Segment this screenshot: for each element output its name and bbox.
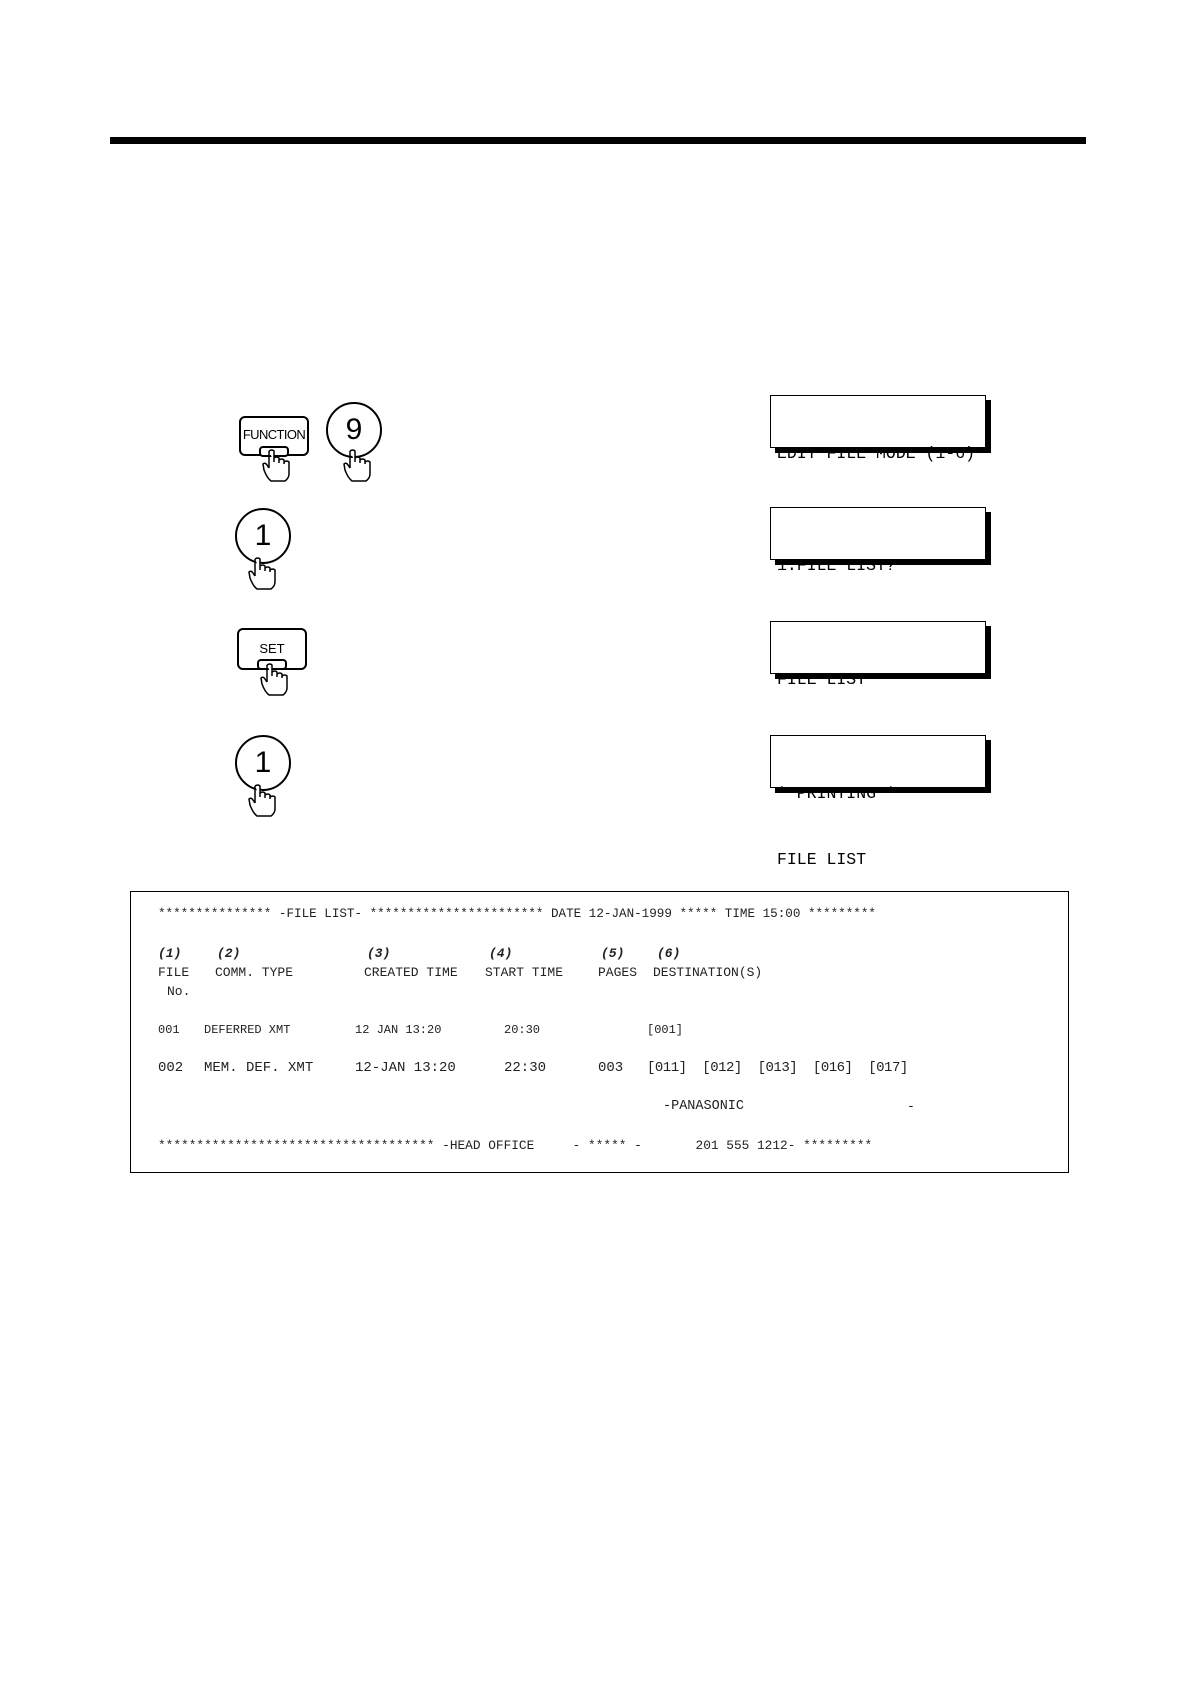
one-key[interactable] xyxy=(235,508,295,594)
hand-pointer-icon xyxy=(245,556,281,592)
lcd-display-printing xyxy=(770,735,986,869)
hand-pointer-icon xyxy=(245,783,281,819)
column-file-no: No. xyxy=(167,984,191,999)
row-2-pages: 003 xyxy=(598,1060,624,1076)
row-2-start: 22:30 xyxy=(504,1060,547,1076)
lcd-line-2: FILE LIST xyxy=(777,850,867,869)
set-key-label: SET xyxy=(259,641,285,656)
lcd-display-file-list-select xyxy=(770,507,986,575)
hand-pointer-icon xyxy=(257,662,293,698)
sender-dash: - xyxy=(907,1099,915,1114)
column-created-time: CREATED TIME xyxy=(364,965,458,980)
column-pages: PAGES xyxy=(598,965,638,980)
column-destinations: DESTINATION(S) xyxy=(653,965,763,980)
column-start-time: START TIME xyxy=(485,965,564,980)
callout-1: (1) xyxy=(158,946,182,961)
lcd-line-1: EDIT FILE MODE (1-6) xyxy=(777,444,976,463)
callout-6: (6) xyxy=(657,946,681,961)
one-key-label: 1 xyxy=(254,519,272,552)
file-list-report xyxy=(130,891,1069,1173)
callout-3: (3) xyxy=(367,946,391,961)
lcd-display-edit-file-mode xyxy=(770,395,986,463)
lcd-line-1: FILE LIST xyxy=(777,670,867,689)
lcd-display-print-view xyxy=(770,621,986,689)
function-key-label: FUNCTION xyxy=(242,427,306,442)
row-1-file: 001 xyxy=(158,1023,180,1037)
set-key[interactable] xyxy=(237,628,309,698)
nine-key[interactable] xyxy=(326,402,386,486)
header-rule xyxy=(110,137,1086,144)
function-key[interactable] xyxy=(239,416,311,482)
row-1-created: 12 JAN 13:20 xyxy=(355,1023,442,1037)
callout-4: (4) xyxy=(489,946,513,961)
row-2-created: 12-JAN 13:20 xyxy=(355,1060,456,1076)
callout-5: (5) xyxy=(601,946,625,961)
row-1-start: 20:30 xyxy=(504,1023,541,1037)
sender-name: -PANASONIC xyxy=(663,1099,745,1114)
lcd-line-1: 1:FILE LIST? xyxy=(777,556,896,575)
column-file: FILE xyxy=(158,965,190,980)
callout-2: (2) xyxy=(217,946,241,961)
hand-pointer-icon xyxy=(340,448,376,484)
row-2-comm-type: MEM. DEF. XMT xyxy=(204,1060,314,1076)
report-footer: ************************************ -HEAD OFFICE - ***** - 201 555 1212- ********* xyxy=(158,1138,873,1153)
column-comm-type: COMM. TYPE xyxy=(215,965,294,980)
row-2-destinations: [011] [012] [013] [016] [017] xyxy=(647,1060,908,1076)
row-2-file: 002 xyxy=(158,1060,184,1076)
one-key-label: 1 xyxy=(254,746,272,779)
hand-pointer-icon xyxy=(259,448,295,484)
nine-key-label: 9 xyxy=(345,413,363,446)
row-1-destinations: [001] xyxy=(647,1023,684,1037)
report-header: *************** -FILE LIST- *********************** DATE 12-JAN-1999 ***** TIME 15:00 ********* xyxy=(158,907,876,921)
lcd-line-1: * PRINTING * xyxy=(777,784,896,803)
one-key-second[interactable] xyxy=(235,735,295,821)
row-1-comm-type: DEFERRED XMT xyxy=(204,1023,291,1037)
